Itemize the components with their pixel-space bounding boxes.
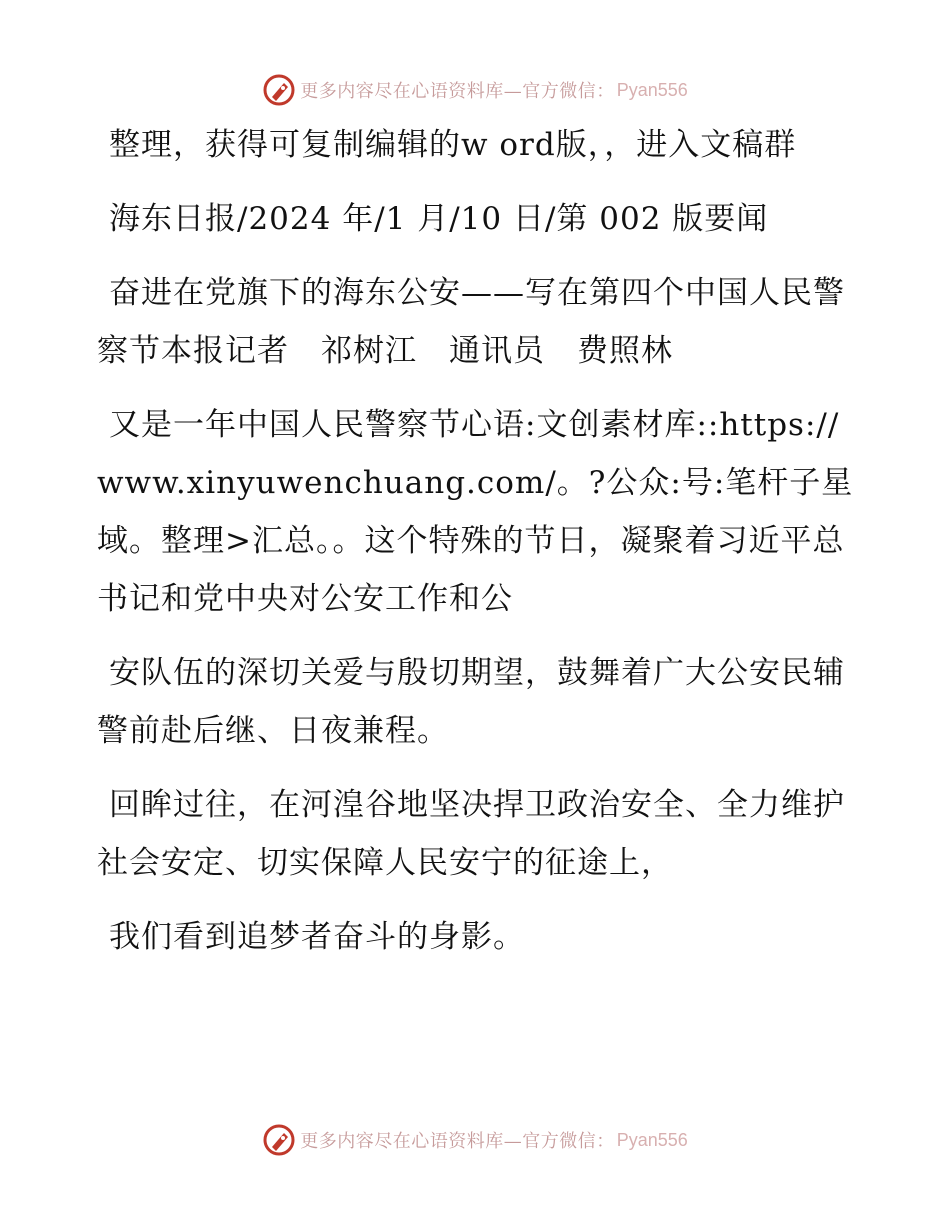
paragraph-1: 整理，获得可复制编辑的w ord版，，进入文稿群 — [109, 127, 797, 163]
header-banner-text: 更多内容尽在心语资料库—官方微信： — [300, 81, 615, 102]
header-banner — [0, 70, 950, 110]
paragraph-2: 海东日报/2024 年/1 月/10 日/第 002 版要闻 — [109, 201, 769, 237]
paragraph-4: 又是一年中国人民警察节心语:文创素材库::https://www.xinyuwenchuang.com/。?公众:号:笔杆子星域。整理>汇总。。这个特殊的节日，凝聚着习近平总书记和党中央对公安工作和公 — [97, 407, 854, 617]
header-banner-wechat-id: Pyan556 — [616, 79, 688, 100]
paragraph-7: 我们看到追梦者奋斗的身影。 — [109, 919, 525, 955]
footer-banner-text: 更多内容尽在心语资料库—官方微信： — [300, 1131, 615, 1152]
document-body — [97, 116, 857, 982]
paragraph-6: 回眸过往，在河湟谷地坚决捍卫政治安全、全力维护社会安定、切实保障人民安宁的征途上， — [97, 787, 845, 881]
paragraph-3: 奋进在党旗下的海东公安——写在第四个中国人民警察节本报记者 祁树江 通讯员 费照林 — [97, 275, 845, 369]
footer-banner-wechat-id: Pyan556 — [616, 1129, 688, 1150]
footer-banner — [0, 1120, 950, 1160]
pen-nib-logo-icon — [262, 73, 296, 107]
paragraph-5: 安队伍的深切关爱与殷切期望，鼓舞着广大公安民辅警前赴后继、日夜兼程。 — [97, 655, 845, 749]
pen-nib-logo-icon — [262, 1123, 296, 1157]
